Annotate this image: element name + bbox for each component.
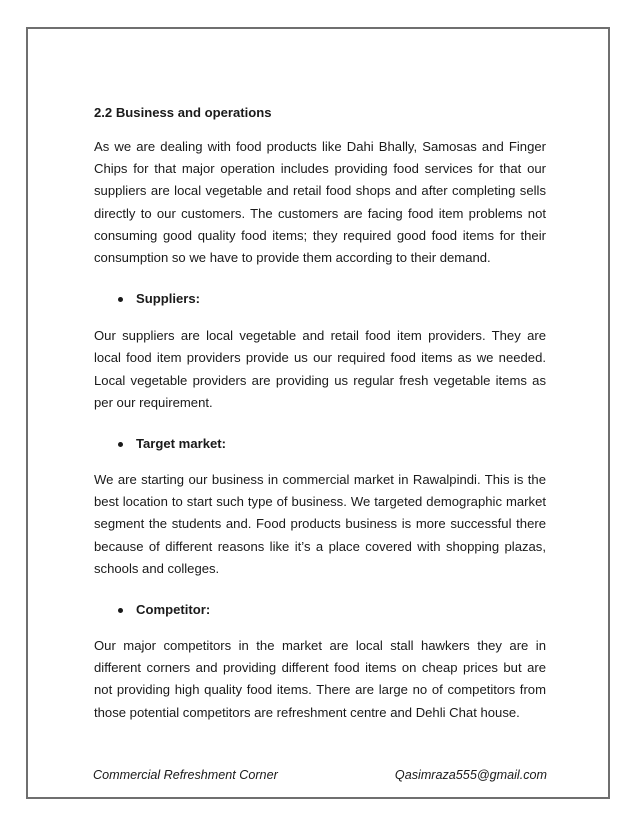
bullet-competitor	[94, 600, 546, 620]
footer-business-name: Commercial Refreshment Corner	[93, 768, 278, 782]
page-footer	[93, 768, 547, 782]
bullet-title: Suppliers:	[136, 291, 201, 307]
bullet-dot-icon	[118, 297, 123, 302]
competitor-paragraph: Our major competitors in the market are local stall hawkers they are in different corners and providing different food items on cheap prices but are not providing high quality food items. There are large no of competitors from those potential competitors are refreshment centre and Dehli Chat house.	[94, 638, 546, 720]
intro-paragraph: As we are dealing with food products like Dahi Bhally, Samosas and Finger Chips for that major operation includes providing food services for that our suppliers are local vegetable and retail food shops and after completing sells directly to our customers. The customers are facing food item problems not consuming good quality food items; they required good food items for their consumption so we have to provide them according to their demand.	[94, 139, 546, 266]
section-heading: 2.2 Business and operations	[94, 105, 272, 120]
document-body	[94, 103, 546, 724]
bullet-title: Competitor:	[136, 602, 211, 618]
bullet-title: Target market:	[136, 436, 226, 452]
target-market-paragraph: We are starting our business in commercial market in Rawalpindi. This is the best location to start such type of business. We targeted demographic market segment the students and. Food products business is more successful there because of different reasons like it’s a place covered with shopping plazas, schools and colleges.	[94, 472, 546, 576]
bullet-dot-icon	[118, 608, 123, 613]
bullet-target-market	[94, 434, 546, 454]
footer-email: Qasimraza555@gmail.com	[394, 768, 547, 782]
bullet-dot-icon	[118, 442, 123, 447]
bullet-suppliers	[94, 289, 546, 309]
suppliers-paragraph: Our suppliers are local vegetable and retail food item providers. They are local food item providers provide us our required food items as we needed. Local vegetable providers are providing us regular fresh vegetable items as per our requirement.	[94, 328, 546, 410]
